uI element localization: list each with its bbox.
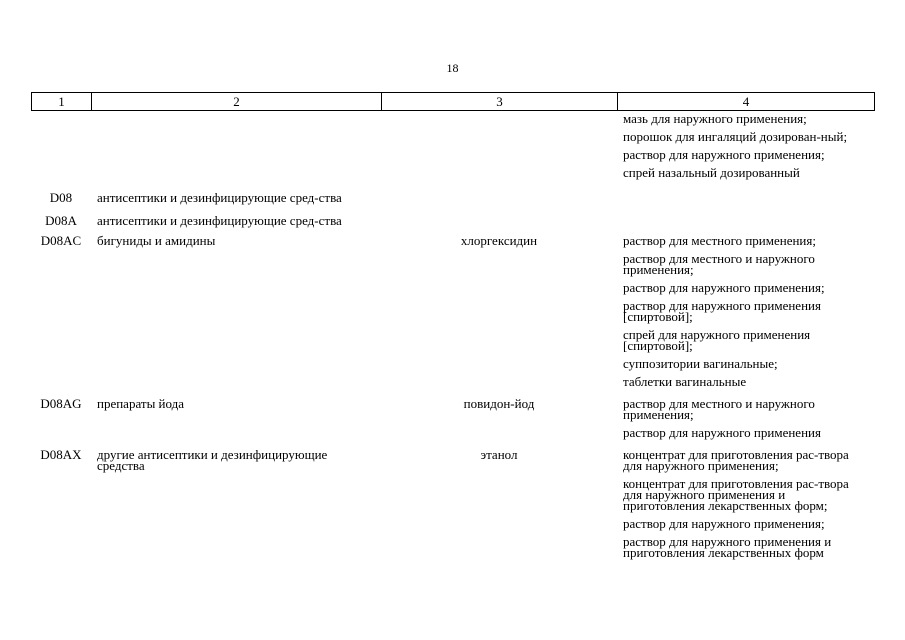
dosage-form: раствор для наружного применения [спиртовой]; — [623, 298, 821, 324]
dosage-form: мазь для наружного применения; — [623, 111, 807, 126]
dosage-form: спрей назальный дозированный — [623, 165, 800, 180]
dosage-form: концентрат для приготовления рас-твора для наружного применения и приготовления лекарственных форм; — [623, 476, 849, 513]
group-name: бигуниды и амидины — [97, 233, 216, 248]
atc-code: D08AX — [40, 447, 82, 462]
column-header-1: 1 — [32, 93, 92, 110]
dosage-form: раствор для наружного применения; — [623, 147, 825, 162]
dosage-forms — [617, 113, 873, 178]
atc-code: D08A — [45, 213, 77, 228]
table-row — [31, 398, 875, 438]
substance-name: этанол — [480, 447, 518, 462]
atc-code: D08 — [49, 190, 73, 205]
column-header-3: 3 — [382, 93, 618, 110]
dosage-form: раствор для наружного применения и приготовления лекарственных форм — [623, 534, 832, 560]
group-name: антисептики и дезинфицирующие сред-ства — [97, 213, 342, 228]
table-header — [31, 92, 875, 111]
dosage-form: раствор для местного и наружного применения; — [623, 396, 815, 422]
table-row — [31, 449, 875, 558]
substance-name — [381, 113, 617, 178]
column-header-4: 4 — [742, 94, 750, 109]
group-name: препараты йода — [97, 396, 185, 411]
group-name — [91, 113, 381, 178]
dosage-form: раствор для наружного применения; — [623, 280, 825, 295]
atc-code: D08AC — [40, 233, 82, 248]
table-row — [31, 113, 875, 178]
dosage-form: раствор для местного и наружного применения; — [623, 251, 815, 277]
dosage-form: раствор для наружного применения — [623, 425, 821, 440]
substance-name: повидон-йод — [463, 396, 535, 411]
substance-name — [381, 215, 617, 226]
dosage-forms — [617, 449, 873, 558]
dosage-form: таблетки вагинальные — [623, 374, 747, 389]
dosage-forms — [617, 235, 873, 387]
atc-code — [31, 113, 91, 178]
dosage-form: раствор для наружного применения; — [623, 516, 825, 531]
dosage-form: спрей для наружного применения [спиртовой]; — [623, 327, 811, 353]
table-row — [31, 192, 875, 203]
dosage-form: раствор для местного применения; — [623, 233, 816, 248]
page-number: 18 — [446, 61, 459, 75]
table-body — [31, 113, 875, 558]
dosage-forms — [617, 192, 873, 203]
dosage-forms — [617, 215, 873, 226]
group-name: антисептики и дезинфицирующие сред-ства — [97, 190, 342, 205]
dosage-form: концентрат для приготовления рас-твора для наружного применения; — [623, 447, 849, 473]
substance-name — [381, 192, 617, 203]
dosage-form: порошок для ингаляций дозирован-ный; — [623, 129, 848, 144]
group-name: другие антисептики и дезинфицирующие средства — [97, 447, 328, 473]
substance-name: хлоргексидин — [460, 233, 538, 248]
atc-code: D08AG — [40, 396, 82, 411]
column-header-2: 2 — [92, 93, 382, 110]
dosage-form: суппозитории вагинальные; — [623, 356, 778, 371]
dosage-forms — [617, 398, 873, 438]
table-row — [31, 235, 875, 387]
table-row — [31, 215, 875, 226]
